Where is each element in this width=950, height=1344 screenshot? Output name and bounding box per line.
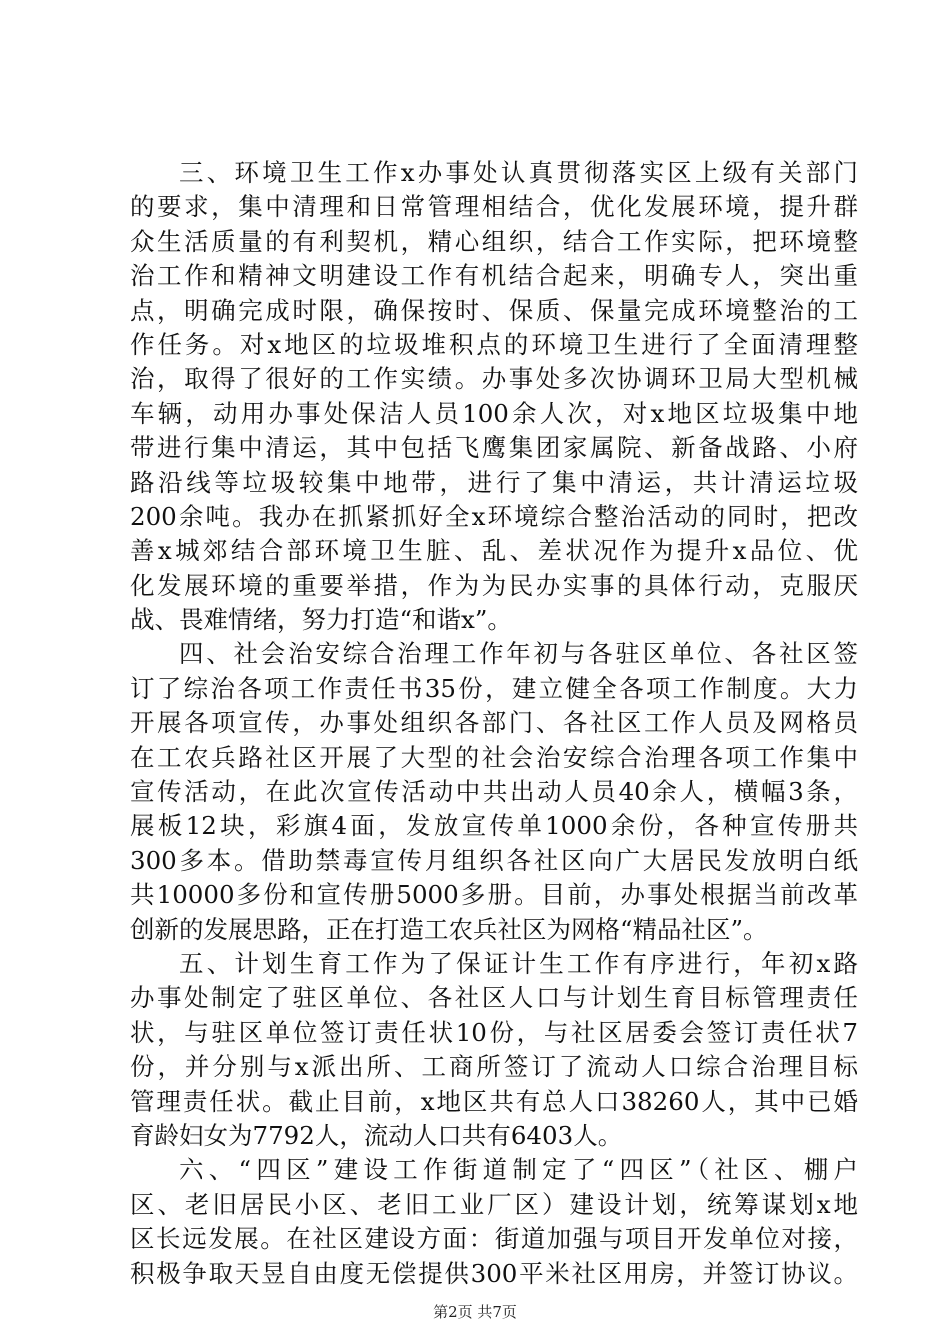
text-line: 战、畏难情绪，努力打造“和谐x”。 xyxy=(130,605,512,635)
text-line: 三、环境卫生工作x办事处认真贯彻落实区上级有关部门 xyxy=(179,158,858,187)
text-line: 四、社会治安综合治理工作年初与各驻区单位、各社区签 xyxy=(179,639,858,669)
page-number: 第2页 共7页 xyxy=(433,1303,517,1321)
text-line: 管理责任状。截止目前，x地区共有总人口38260人，其中已婚 xyxy=(130,1086,858,1116)
text-line: 化发展环境的重要举措，作为为民办实事的具体行动，克服厌 xyxy=(130,570,858,600)
text-line: 育龄妇女为7792人，流动人口共有6403人。 xyxy=(130,1120,623,1150)
text-line: 众生活质量的有利契机，精心组织，结合工作实际，把环境整 xyxy=(130,226,858,256)
text-line: 宣传活动，在此次宣传活动中共出动人员40余人，横幅3条， xyxy=(130,777,858,807)
text-line: 治工作和精神文明建设工作有机结合起来，明确专人，突出重 xyxy=(130,261,858,291)
text-line: 创新的发展思路，正在打造工农兵社区为网格“精品社区”。 xyxy=(130,914,768,944)
text-line: 共10000多份和宣传册5000多册。目前，办事处根据当前改革 xyxy=(130,880,858,910)
document-body xyxy=(130,156,858,1291)
text-line: 区长远发展。在社区建设方面：街道加强与项目开发单位对接， xyxy=(130,1224,858,1254)
text-line: 办事处制定了驻区单位、各社区人口与计划生育目标管理责任 xyxy=(130,983,858,1013)
text-line: 善x城郊结合部环境卫生脏、乱、差状况作为提升x品位、优 xyxy=(130,536,858,566)
text-line: 路沿线等垃圾较集中地带，进行了集中清运，共计清运垃圾 xyxy=(130,467,858,497)
text-line: 订了综治各项工作责任书35份，建立健全各项工作制度。大力 xyxy=(130,673,858,703)
text-line: 开展各项宣传，办事处组织各部门、各社区工作人员及网格员 xyxy=(130,708,858,738)
text-line: 的要求，集中清理和日常管理相结合，优化发展环境，提升群 xyxy=(130,192,858,222)
text-line: 六、“四区”建设工作街道制定了“四区”（社区、棚户 xyxy=(179,1155,858,1185)
text-line: 车辆，动用办事处保洁人员100余人次，对x地区垃圾集中地 xyxy=(130,398,858,428)
text-line: 份，并分别与x派出所、工商所签订了流动人口综合治理目标 xyxy=(130,1052,858,1082)
text-line: 点，明确完成时限，确保按时、保质、保量完成环境整治的工 xyxy=(130,295,858,325)
text-line: 积极争取天昱自由度无偿提供300平米社区用房，并签订协议。 xyxy=(130,1258,858,1288)
text-line: 300多本。借助禁毒宣传月组织各社区向广大居民发放明白纸 xyxy=(130,845,858,875)
text-line: 带进行集中清运，其中包括飞鹰集团家属院、新备战路、小府 xyxy=(130,433,858,463)
text-line: 在工农兵路社区开展了大型的社会治安综合治理各项工作集中 xyxy=(130,742,858,772)
text-line: 治，取得了很好的工作实绩。办事处多次协调环卫局大型机械 xyxy=(130,364,858,394)
text-line: 区、老旧居民小区、老旧工业厂区）建设计划，统筹谋划x地 xyxy=(130,1189,858,1219)
text-line: 状，与驻区单位签订责任状10份，与社区居委会签订责任状7 xyxy=(130,1017,858,1047)
text-line: 五、计划生育工作为了保证计生工作有序进行，年初x路 xyxy=(179,948,858,978)
text-line: 200余吨。我办在抓紧抓好全x环境综合整治活动的同时，把改 xyxy=(130,501,858,531)
text-line: 作任务。对x地区的垃圾堆积点的环境卫生进行了全面清理整 xyxy=(130,329,858,359)
text-line: 展板12块，彩旗4面，发放宣传单1000余份，各种宣传册共 xyxy=(130,811,858,841)
